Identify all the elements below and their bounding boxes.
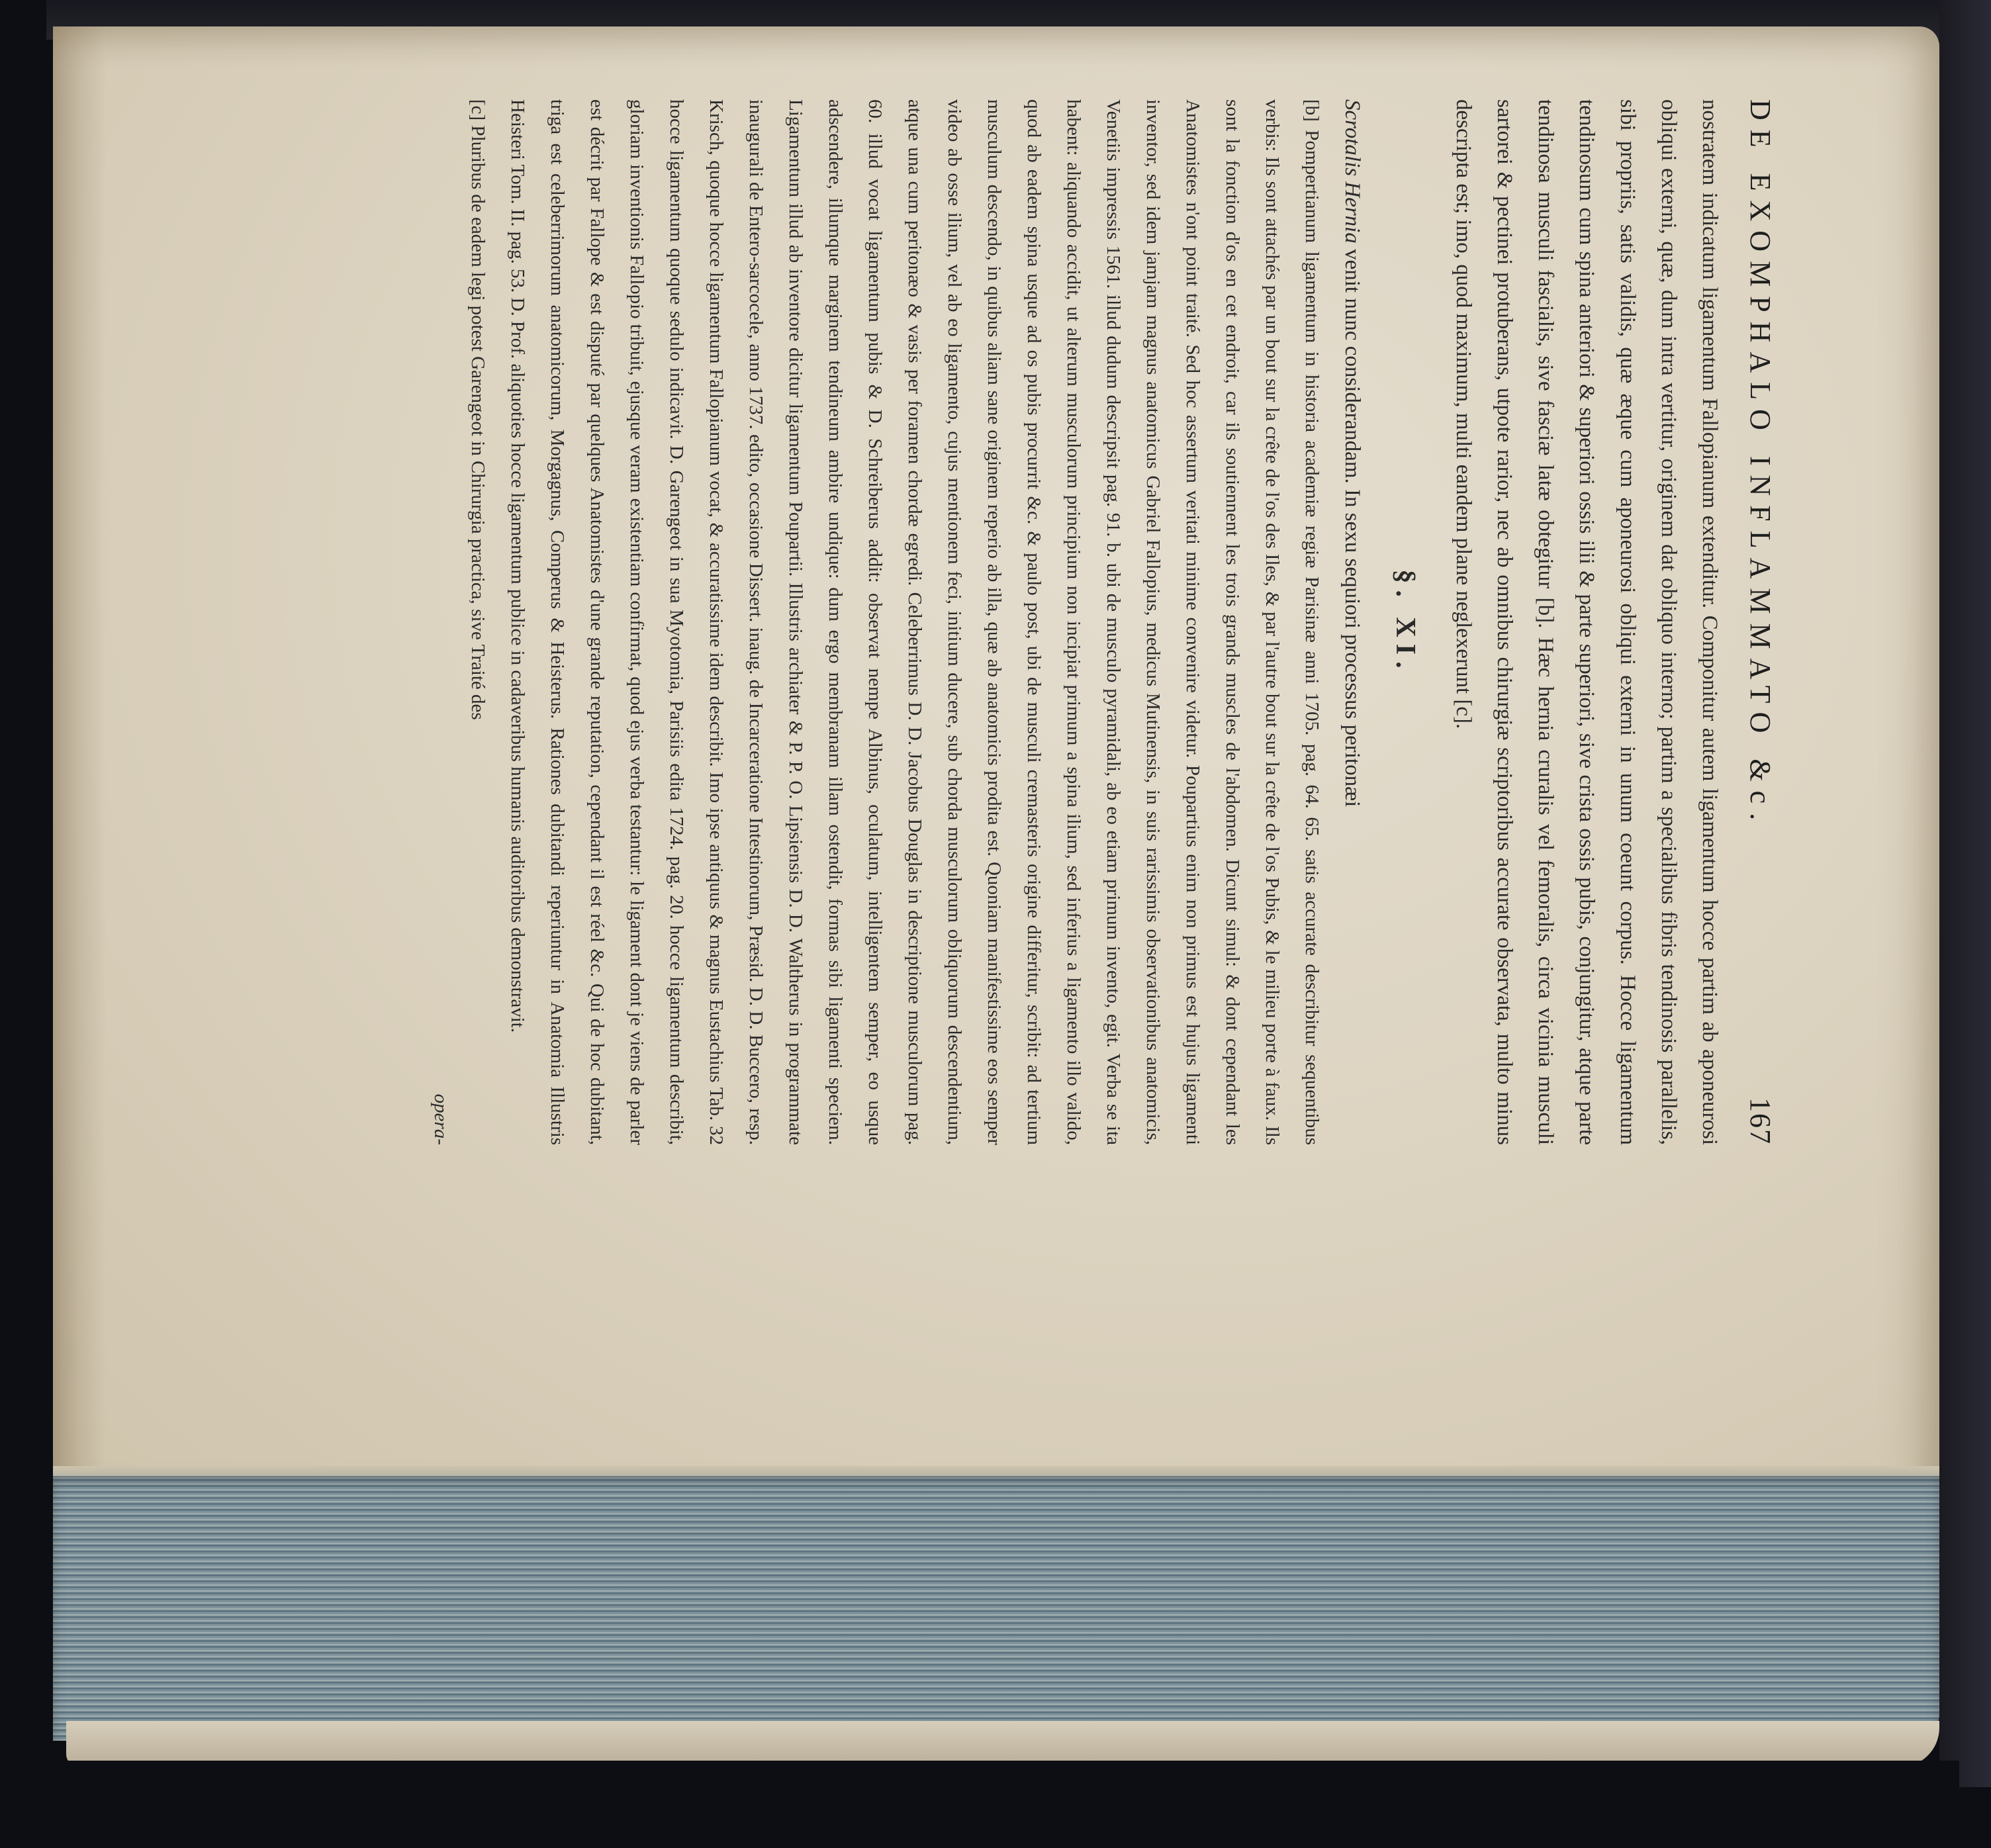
footnote-c: [c] Pluribus de eadem legi potest Garengeot in Chirurgia practica, sive Traité des <box>467 99 488 720</box>
section-lede-term: Scrotalis Hernia <box>1340 99 1364 244</box>
background-shadow <box>40 1761 1959 1847</box>
section-lede <box>1332 99 1373 1145</box>
running-head <box>1739 99 1781 1145</box>
footnote-b: [b] Pompertianum ligamentum in historia academiæ regiæ Parisinæ anni 1705. pag. 64. 65. satis accurate describitur sequentibus verbis: Ils sont attachés par un bout sur la crête de l'os des Iles, & par l'autre bout sur la crête de l'os Pubis, & le milieu porte à faux. Ils sont la fonction d'os en cet endroit, car ils soutiennent les trois grands muscles de l'abdomen. Dicunt simul: & dont cependant les Anatomistes n'ont point traité. Sed hoc assertum veritati minime convenire videtur. Poupartius enim non primus est hujus ligamenti inventor, sed idem jamjam magnus anatomicus Gabriel Fallopius, medicus Mutinensis, in suis rarissimis observationibus anatomicis, Venetiis impressis 1561. illud dudum descripsit pag. 91. b. ubi de musculo pyramidali, ab eo etiam primum invento, egit. Verba se ita habent: aliquando accidit, ut alterum musculorum principium non incipiat primum a spina ilium, sed inferius a ligamento illo valido, quod ab eadem spina usque ad os pubis procurrit &c. & paulo post, ubi de musculi cremasteris origine differitur, scribit: ad tertium musculum descendo, in quibus aliam sane originem reperio ab illa, quæ ab anatomicis prodita est. Quoniam manifestissime eos semper video ab osse ilium, vel ab eo ligamento, cujus mentionem feci, initium ducere, sub chorda musculorum obliquorum descendentium, atque una cum peritonæo & vasis per foramen chordæ egredi. Celeberrimus D. D. Jacobus Douglas in descriptione musculorum pag. 60. illud vocat ligamentum pubis & D. Schreiberus addit: observat nempe Albinus, oculatum, intelligentem semper, eo usque adscendere, illumque marginem tendineum ambire undique: dum ergo membranam illam ostendit, formas sibi ligamenti speciem. Ligamentum illud ab inventore dicitur ligamentum Poupartii. Illustris archiater & P. P. O. Lipsiensis D. D. Waltherus in programmate inaugurali de Entero-sarcocele, anno 1737. edito, occasione Dissert. inaug. de Incarceratione Intestinorum, Præsid. D. D. Buccero, resp. Krisch, quoque hocce ligamentum Fallopianum vocat, & accuratissime idem describit. Imo ipse antiquus & magnus Eustachius Tab. 32 hocce ligamentum quoque sedulo indicavit. D. Garengeot in sua Myotomia, Parisiis edita 1724. pag. 20. hocce ligamentum describit, gloriam inventionis Fallopio tribuit, ejusque veram existentiam confirmat, quod ejus verba testantur: le ligament dont je viens de parler est décrit par Fallope & est disputé par quelques Anatomistes d'une grande reputation, cependant il est réel &c. Qui de hoc dubitant, triga est celeberrimorum anatomicorum, Morgagnus, Comperus & Heisterus. Rationes dubitandi reperiuntur in Anatomia Illustris Heisteri Tom. II. pag. 53. D. Prof. aliquoties hocce ligamentum publice in cadaveribus humanis auditoribus demonstravit. <box>507 99 1322 1145</box>
fore-edge <box>53 1476 1939 1741</box>
section-heading: §. XI. <box>1390 569 1420 675</box>
page-gutter-shadow <box>53 26 106 1502</box>
book-cover-spine <box>1939 0 1991 1787</box>
page-number: 167 <box>1744 1097 1777 1145</box>
catchword: opera- <box>430 1093 451 1145</box>
page-text-block <box>291 99 1781 1145</box>
section-lede-text: venit nunc considerandam. In sexu sequiori processus peritonæi <box>1340 249 1364 808</box>
running-head-title: DE EXOMPHALO INFLAMMATO &c. <box>1744 99 1777 830</box>
body-paragraph: nostratem indicatum ligamentum Fallopianum extenditur. Componitur autem ligamentum hocce partim ab aponeurosi obliqui externi, quæ, dum intra vertitur, originem dat obliquo interno; partim a specialibus fibris tendinosis parallelis, sibi propriis, satis validis, quæ æque cum aponeurosi obliqui externi in unum coeunt corpus. Hocce ligamentum tendinosum cum spina anteriori & superiori ossis ilii & parte superiori, sive crista ossis pubis, conjungitur, atque parte tendinosa musculi fascialis, sive fasciæ latæ obtegitur [b]. Hæc hernia cruralis vel femoralis, circa vicinia musculi sartorei & pectinei protuberans, utpote rarior, nec ab omnibus chirurgiæ scriptoribus accurate observata, multo minus descripta est; imo, quod maximum, multi eandem plane neglexerunt [c]. <box>1452 99 1722 1145</box>
